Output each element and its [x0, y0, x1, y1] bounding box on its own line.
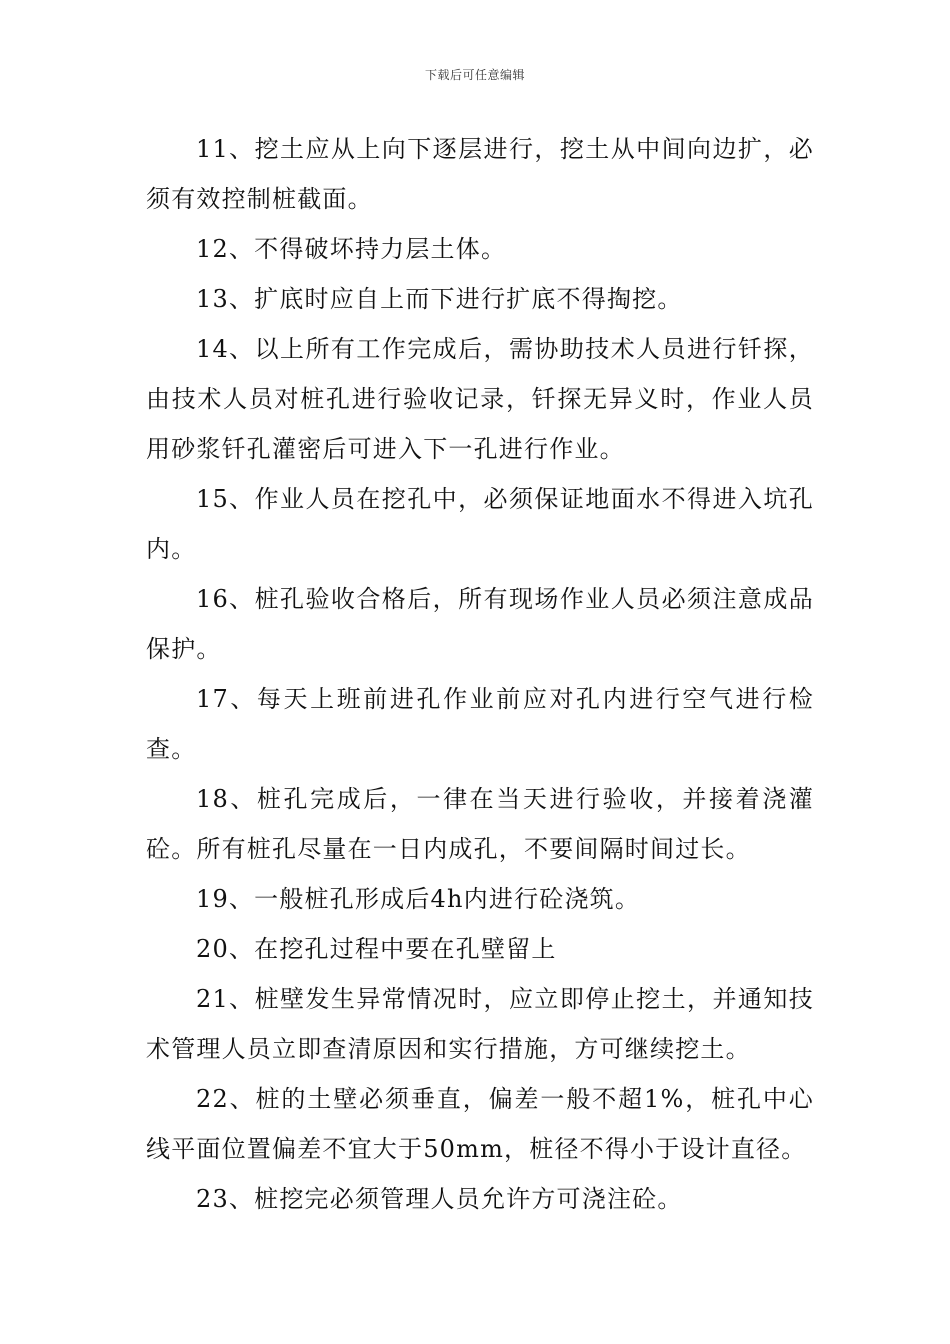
paragraph-12: 12、不得破坏持力层土体。	[196, 235, 507, 263]
paragraph-13: 13、扩底时应自上而下进行扩底不得掏挖。	[196, 285, 683, 313]
paragraph-22: 22、桩的土壁必须垂直，偏差一般不超1%，桩孔中心线平面位置偏差不宜大于50mm，桩径不得小于设计直径。	[146, 1085, 814, 1163]
paragraph-21: 21、桩壁发生异常情况时，应立即停止挖土，并通知技术管理人员立即查清原因和实行措施，方可继续挖土。	[146, 985, 814, 1063]
paragraph-17: 17、每天上班前进孔作业前应对孔内进行空气进行检查。	[146, 685, 814, 763]
paragraph-16: 16、桩孔验收合格后，所有现场作业人员必须注意成品保护。	[146, 585, 814, 663]
paragraph-23: 23、桩挖完必须管理人员允许方可浇注砼。	[196, 1185, 683, 1213]
paragraph-15: 15、作业人员在挖孔中，必须保证地面水不得进入坑孔内。	[146, 485, 814, 563]
paragraph-20: 20、在挖孔过程中要在孔壁留上	[196, 935, 557, 963]
paragraph-18: 18、桩孔完成后，一律在当天进行验收，并接着浇灌砼。所有桩孔尽量在一日内成孔，不要间隔时间过长。	[146, 785, 814, 863]
header-note: 下载后可任意编辑	[424, 68, 525, 82]
paragraph-11: 11、挖土应从上向下逐层进行，挖土从中间向边扩，必须有效控制桩截面。	[146, 135, 814, 213]
paragraph-19: 19、一般桩孔形成后4h内进行砼浇筑。	[196, 885, 641, 913]
paragraph-14: 14、以上所有工作完成后，需协助技术人员进行钎探，由技术人员对桩孔进行验收记录，钎探无异义时，作业人员用砂浆钎孔灌密后可进入下一孔进行作业。	[146, 335, 814, 463]
document-body	[146, 124, 814, 1224]
